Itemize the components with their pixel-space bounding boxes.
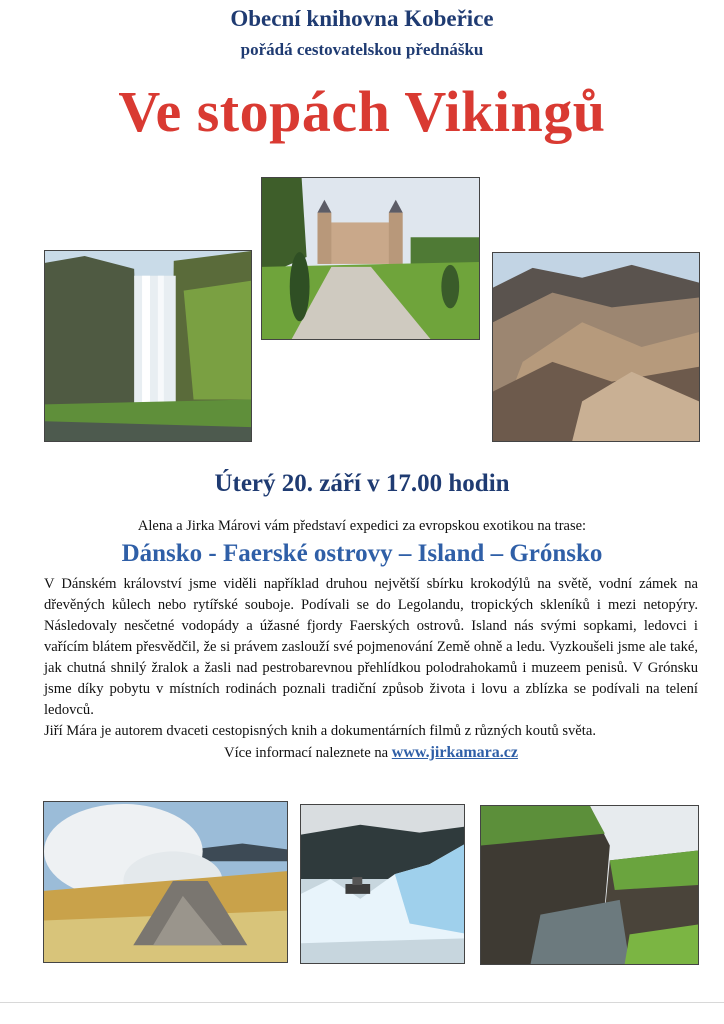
author-note: Jiří Mára je autorem dvaceti cestopisných knih a dokumentárních filmů z různých koutů světa. (44, 723, 596, 739)
more-info-label: Více informací naleznete na (224, 745, 389, 761)
subtitle: pořádá cestovatelskou přednášku (240, 40, 484, 59)
castle-garden-photo (261, 177, 480, 340)
poster-title: Ve stopách Vikingů (118, 79, 606, 144)
colorful-mountains-photo (492, 252, 700, 442)
geyser-steam-photo (43, 801, 288, 963)
event-intro: Alena a Jirka Márovi vám představí expedici za evropskou exotikou na trase: (137, 518, 587, 534)
event-date: Úterý 20. září v 17.00 hodin (214, 470, 510, 497)
route-heading: Dánsko - Faerské ostrovy – Island – Grónsko (121, 540, 603, 567)
description-paragraph: V Dánském království jsme viděli například druhou největší sbírku krokodýlů na světě, vodní zámek na dřevěných kůlech nebo rytířské souboje. Podívali se do Legolandu, tropických skleníků i mezi netopýry. Následovaly nesčetné vodopády a úžasné fjordy Faerských ostrovů. Island nás svými sopkami, ledovci i vařícím blátem přesvědčil, že si právem zaslouží své pojmenování Země ohně a ledu. Vyzkoušeli jsme ale také, jak chutná shnilý žralok a žasli nad pestrobarevnou přehlídkou polodrahokamů i muzeem penisů. V Grónsku jsme díky pobytu v místních rodinách poznali tradiční způsob života i lovu a zblízka se podívali na telení ledovců. (44, 576, 698, 718)
more-info-line (44, 742, 698, 764)
website-link[interactable]: www.jirkamara.cz (391, 744, 518, 761)
description (44, 574, 698, 764)
page-bottom-divider (0, 1002, 724, 1003)
waterfall-photo (44, 250, 252, 442)
cliffs-fjord-photo (480, 805, 699, 965)
iceberg-boat-photo (300, 804, 465, 964)
organizer-heading: Obecní knihovna Kobeřice (230, 6, 494, 31)
